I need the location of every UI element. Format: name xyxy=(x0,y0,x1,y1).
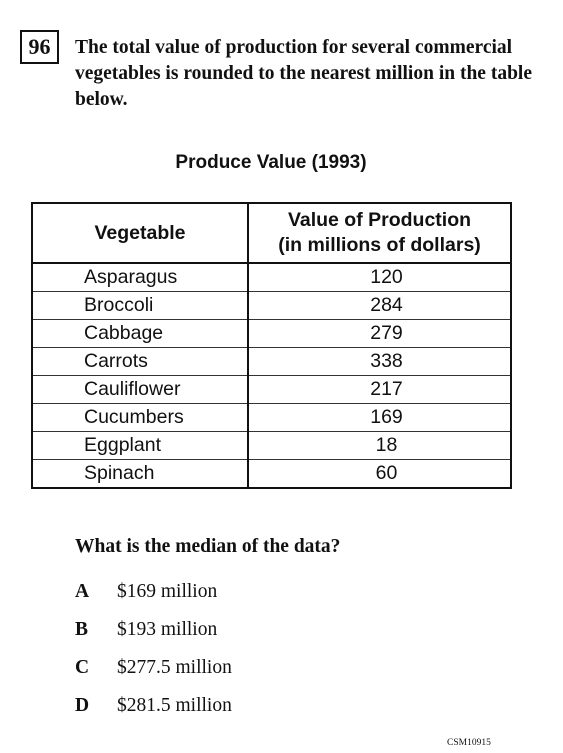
table-row xyxy=(32,263,511,292)
choice-d[interactable] xyxy=(75,693,232,719)
choice-b[interactable] xyxy=(75,617,217,643)
table-row xyxy=(32,292,511,320)
choice-a[interactable] xyxy=(75,579,217,605)
table-row xyxy=(32,460,511,489)
question-number: 96 xyxy=(20,30,59,64)
choice-text: $193 million xyxy=(117,619,218,640)
choice-c[interactable] xyxy=(75,655,232,681)
choice-letter: C xyxy=(75,657,90,678)
choice-text: $277.5 million xyxy=(117,657,232,678)
cell-value: 120 xyxy=(248,263,511,292)
cell-value: 279 xyxy=(248,320,511,348)
cell-vegetable: Broccoli xyxy=(32,292,248,320)
table-row xyxy=(32,376,511,404)
header-value xyxy=(248,203,511,263)
header-value-line1: Value of Production xyxy=(287,209,472,231)
header-value-line2: (in millions of dollars) xyxy=(278,234,481,256)
table-row xyxy=(32,404,511,432)
produce-table xyxy=(31,202,512,489)
item-code: CSM10915 xyxy=(447,738,491,748)
choice-letter: B xyxy=(75,619,89,640)
cell-value: 18 xyxy=(248,432,511,460)
cell-vegetable: Cucumbers xyxy=(32,404,248,432)
table-header-row xyxy=(32,203,511,263)
table-title: Produce Value (1993) xyxy=(175,152,367,173)
cell-vegetable: Cauliflower xyxy=(32,376,248,404)
cell-vegetable: Asparagus xyxy=(32,263,248,292)
table-row xyxy=(32,320,511,348)
question-prompt: The total value of production for several commercial vegetables is rounded to the nearest million in the table below. xyxy=(75,37,532,110)
header-vegetable: Vegetable xyxy=(32,203,248,263)
cell-vegetable: Spinach xyxy=(32,460,248,489)
question-text: What is the median of the data? xyxy=(75,536,341,557)
cell-vegetable: Eggplant xyxy=(32,432,248,460)
cell-value: 60 xyxy=(248,460,511,489)
table-row xyxy=(32,432,511,460)
cell-value: 284 xyxy=(248,292,511,320)
choice-text: $169 million xyxy=(117,581,218,602)
cell-value: 338 xyxy=(248,348,511,376)
choice-letter: D xyxy=(75,695,90,716)
choice-text: $281.5 million xyxy=(117,695,232,716)
choice-letter: A xyxy=(75,581,90,602)
cell-value: 217 xyxy=(248,376,511,404)
cell-vegetable: Cabbage xyxy=(32,320,248,348)
cell-value: 169 xyxy=(248,404,511,432)
table-row xyxy=(32,348,511,376)
cell-vegetable: Carrots xyxy=(32,348,248,376)
